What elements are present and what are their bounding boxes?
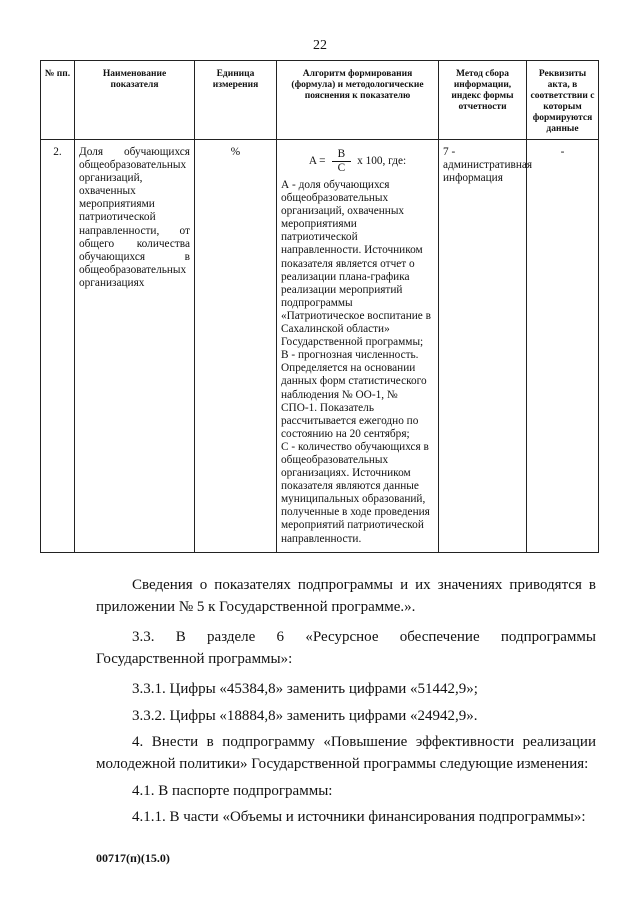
act-requisites: - [527, 140, 599, 553]
row-number: 2. [41, 140, 75, 553]
formula-fraction [332, 148, 352, 175]
paragraph-section-6: 3.3. В разделе 6 «Ресурсное обеспечение подпрограммы Государственной программы»: [96, 629, 596, 667]
algorithm-cell [277, 140, 439, 553]
table-header-row [41, 61, 599, 140]
unit-of-measure: % [195, 140, 277, 553]
formula-lhs: A = [308, 154, 326, 167]
paragraph-4-1-1: 4.1.1. В части «Объемы и источники финансирования подпрограммы»: [132, 809, 586, 825]
header-algorithm: Алгоритм формирования (формула) и методологические пояснения к показателю [277, 61, 439, 140]
formula-rhs: x 100, где: [357, 154, 407, 167]
table-row [41, 140, 599, 553]
page-number: 22 [313, 38, 327, 53]
paragraph-item-4: 4. Внести в подпрограмму «Повышение эффективности реализации молодежной политики» Государственной программы следующие изменения: [96, 734, 596, 772]
indicator-name: Доля обучающихся общеобразовательных организаций, охваченных мероприятиями патриотической направленности, от общего количества обучающихся в общеобразовательных организациях [75, 140, 195, 553]
header-collection-method: Метод сбора информации, индекс формы отчетности [439, 61, 527, 140]
indicator-table [40, 60, 599, 553]
formula-denominator: C [337, 162, 346, 174]
collection-method: 7 - административная информация [439, 140, 527, 553]
header-number: № пп. [41, 61, 75, 140]
formula-numerator: B [332, 148, 352, 162]
paragraph-3-3-2: 3.3.2. Цифры «18884,8» заменить цифрами «24942,9». [132, 708, 478, 724]
header-unit: Единица измерения [195, 61, 277, 140]
paragraph-3-3-1: 3.3.1. Цифры «45384,8» заменить цифрами «51442,9»; [132, 681, 478, 697]
header-act-requisites: Реквизиты акта, в соответствии с которым формируются данные [527, 61, 599, 140]
formula [281, 148, 434, 175]
document-code: 00717(п)(15.0) [96, 851, 170, 865]
paragraph-4-1: 4.1. В паспорте подпрограммы: [132, 783, 333, 799]
header-indicator-name: Наименование показателя [75, 61, 195, 140]
paragraph-indicator-info: Сведения о показателях подпрограммы и их значениях приводятся в приложении № 5 к Государственной программе.». [96, 577, 596, 615]
algorithm-description: А - доля обучающихся общеобразовательных организаций, охваченных мероприятиями патриотической направленности. Источником показателя является отчет о реализации плана-графика реализации мероприятий подпрограммы «Патриотическое воспитание в Сахалинской области» Государственной программы; В - прогнозная численность. Определяется на основании данных форм статистического наблюдения № ОО-1, № СПО-1. Показатель рассчитывается ежегодно по состоянию на 20 сентября; С - количество обучающихся в общеобразовательных организациях. Источником показателя являются данные муниципальных образований, полученные в ходе проведения мероприятий патриотической направленности. [281, 179, 431, 545]
